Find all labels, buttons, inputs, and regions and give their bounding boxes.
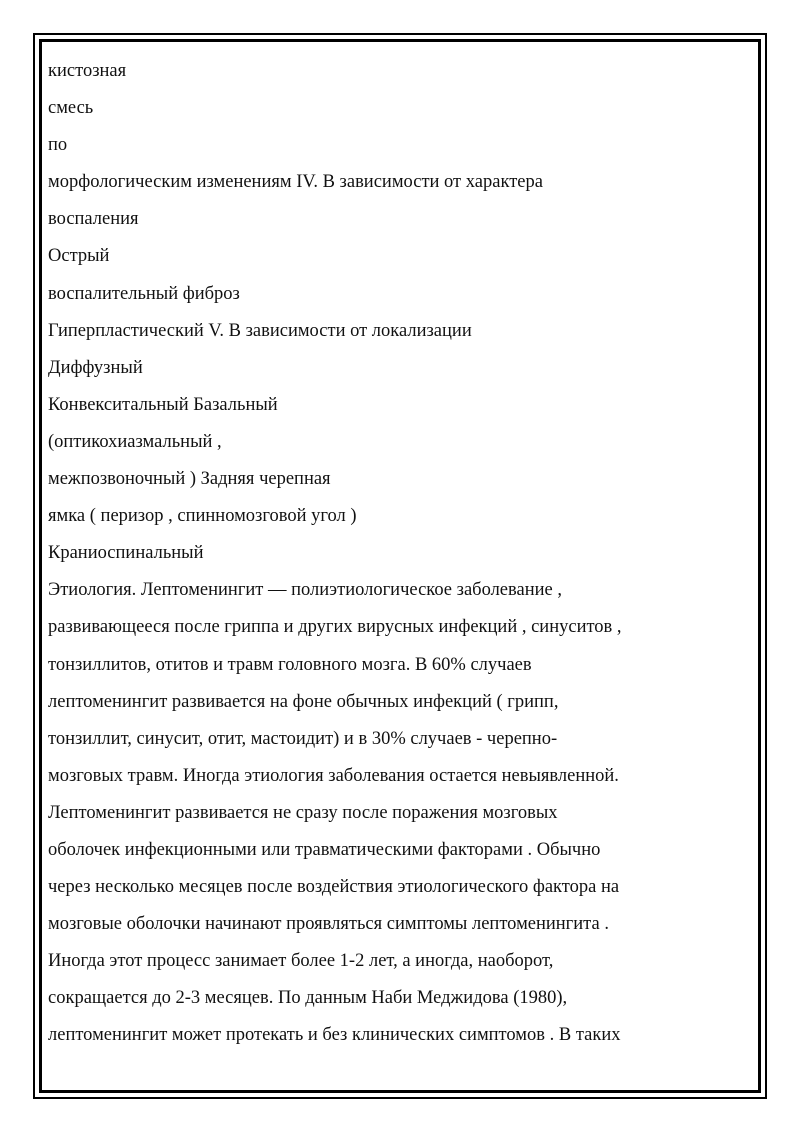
text-line: тонзиллит, синусит, отит, мастоидит) и в 30% случаев - черепно- <box>48 728 558 749</box>
text-line: развивающееся после гриппа и других вирусных инфекций , синуситов , <box>48 617 622 638</box>
text-line: сокращается до 2-3 месяцев. По данным Наби Меджидова (1980), <box>48 988 568 1009</box>
text-line: Этиология. Лептоменингит — полиэтиологическое заболевание , <box>48 580 562 601</box>
text-line: Краниоспинальный <box>48 543 204 564</box>
text-line: Иногда этот процесс занимает более 1-2 лет, а иногда, наоборот, <box>48 951 554 972</box>
text-line: оболочек инфекционными или травматическими факторами . Обычно <box>48 839 601 860</box>
text-line: кистозная <box>48 61 127 81</box>
text-line: лептоменингит развивается на фоне обычных инфекций ( грипп, <box>48 691 559 712</box>
text-line: Гиперпластический V. В зависимости от локализации <box>48 320 472 341</box>
text-line: морфологическим изменениям IV. В зависимости от характера <box>48 172 543 193</box>
text-line: межпозвоночный ) Задняя черепная <box>48 469 331 490</box>
text-line: Конвекситальный Базальный <box>48 394 278 415</box>
text-line: мозговых травм. Иногда этиология заболевания остается невыявленной. <box>48 765 619 786</box>
text-line: по <box>48 135 68 156</box>
text-line: воспаления <box>48 209 139 230</box>
text-line: Диффузный <box>48 357 143 378</box>
text-line: воспалительный фиброз <box>48 283 240 304</box>
text-line: (оптикохиазмальный , <box>48 431 222 452</box>
text-line: мозговые оболочки начинают проявляться симптомы лептоменингита . <box>48 914 609 935</box>
text-line: ямка ( перизор , спинномозговой угол ) <box>48 506 357 527</box>
text-line: смесь <box>48 98 94 119</box>
text-line: Лептоменингит развивается не сразу после поражения мозговых <box>48 802 558 823</box>
text-line: тонзиллитов, отитов и травм головного мозга. В 60% случаев <box>48 654 532 675</box>
text-line: лептоменингит может протекать и без клинических симптомов . В таких <box>48 1025 621 1046</box>
document-text <box>48 53 738 1055</box>
text-line: Острый <box>48 246 110 267</box>
text-line: через несколько месяцев после воздействия этиологического фактора на <box>48 877 620 898</box>
